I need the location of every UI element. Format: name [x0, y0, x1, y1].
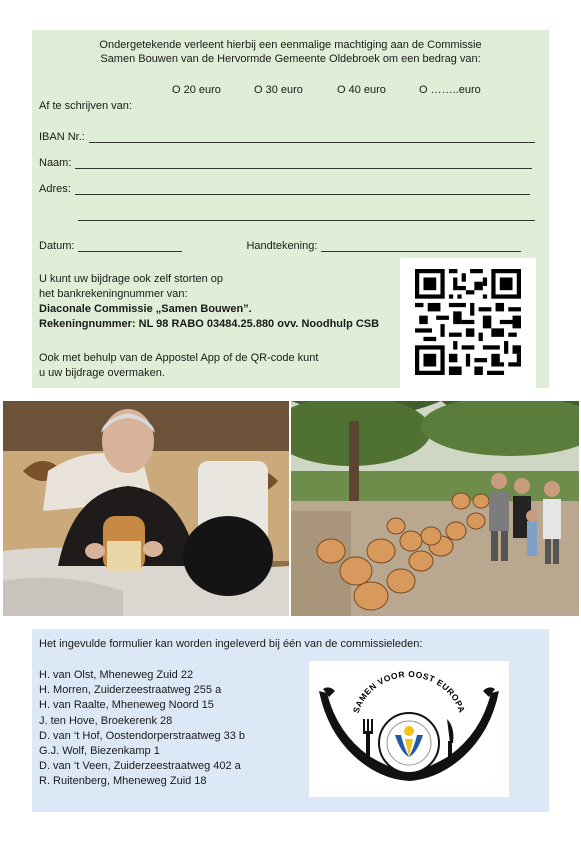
signature-label: Handtekening:	[246, 240, 318, 252]
address-field[interactable]	[75, 184, 530, 195]
member-item: D. van ‘t Veen, Zuiderzeestraatweg 402 a	[39, 760, 241, 773]
amount-option-custom[interactable]: O ……..euro	[419, 84, 481, 96]
date-field[interactable]	[78, 241, 182, 252]
amount-option-20[interactable]: O 20 euro	[172, 84, 221, 96]
qr-code-icon	[415, 269, 521, 375]
amount-option-30[interactable]: O 30 euro	[254, 84, 303, 96]
pay-line-4: Rekeningnummer: NL 98 RABO 03484.25.880 ovv. Noodhulp CSB	[39, 318, 380, 330]
samen-voor-oost-europa-logo	[309, 661, 509, 797]
amount-option-40[interactable]: O 40 euro	[337, 84, 386, 96]
collection-info	[32, 629, 549, 812]
address-row	[39, 183, 530, 195]
iban-row	[39, 131, 535, 143]
svg-text:SAMEN VOOR OOST EUROPA	[351, 669, 467, 714]
collection-intro: Het ingevulde formulier kan worden ingeleverd bij één van de commissieleden:	[39, 638, 423, 650]
app-line-1: Ook met behulp van de Appostel App of de QR-code kunt	[39, 352, 319, 364]
name-row	[39, 157, 532, 169]
address-field-2[interactable]	[78, 220, 535, 221]
iban-field[interactable]	[89, 132, 535, 143]
intro-line-2: Samen Bouwen van de Hervormde Gemeente Oldebroek om een bedrag van:	[100, 53, 481, 65]
photo-woman-with-bread	[3, 401, 289, 616]
member-item: J. ten Hove, Broekerenk 28	[39, 714, 173, 727]
form-intro	[32, 38, 549, 66]
qr-code[interactable]	[400, 258, 536, 388]
amount-label: Af te schrijven van:	[39, 100, 132, 112]
bank-info	[39, 272, 409, 332]
donation-form	[32, 30, 549, 388]
iban-label: IBAN Nr.:	[39, 131, 85, 143]
name-field[interactable]	[75, 158, 532, 169]
logo-text: SAMEN VOOR OOST EUROPA	[350, 668, 468, 715]
hands-logo-icon	[309, 661, 509, 797]
member-item: H. van Raalte, Mheneweg Noord 15	[39, 699, 214, 712]
member-item: D. van ‘t Hof, Oostendorperstraatweg 33 b	[39, 729, 246, 742]
member-item: G.J. Wolf, Biezenkamp 1	[39, 745, 160, 758]
committee-members	[39, 668, 245, 790]
app-line-2: u uw bijdrage overmaken.	[39, 367, 165, 379]
member-item: R. Ruitenberg, Mheneweg Zuid 18	[39, 775, 207, 788]
address-label: Adres:	[39, 183, 71, 195]
date-label: Datum:	[39, 240, 75, 252]
pay-line-1: U kunt uw bijdrage ook zelf storten op	[39, 273, 224, 285]
member-item: H. Morren, Zuiderzeestraatweg 255 a	[39, 684, 222, 697]
date-signature-row	[39, 240, 525, 252]
pay-line-2: het bankrekeningnummer van:	[39, 288, 188, 300]
app-info	[39, 351, 379, 381]
member-item: H. van Olst, Mheneweg Zuid 22	[39, 669, 194, 681]
intro-line-1: Ondergetekende verleent hierbij een eenmalige machtiging aan de Commissie	[99, 39, 482, 51]
signature-field[interactable]	[321, 241, 521, 252]
name-label: Naam:	[39, 157, 72, 169]
photo-firewood-family	[291, 401, 579, 616]
pay-line-3: Diaconale Commissie „Samen Bouwen”.	[39, 303, 252, 315]
